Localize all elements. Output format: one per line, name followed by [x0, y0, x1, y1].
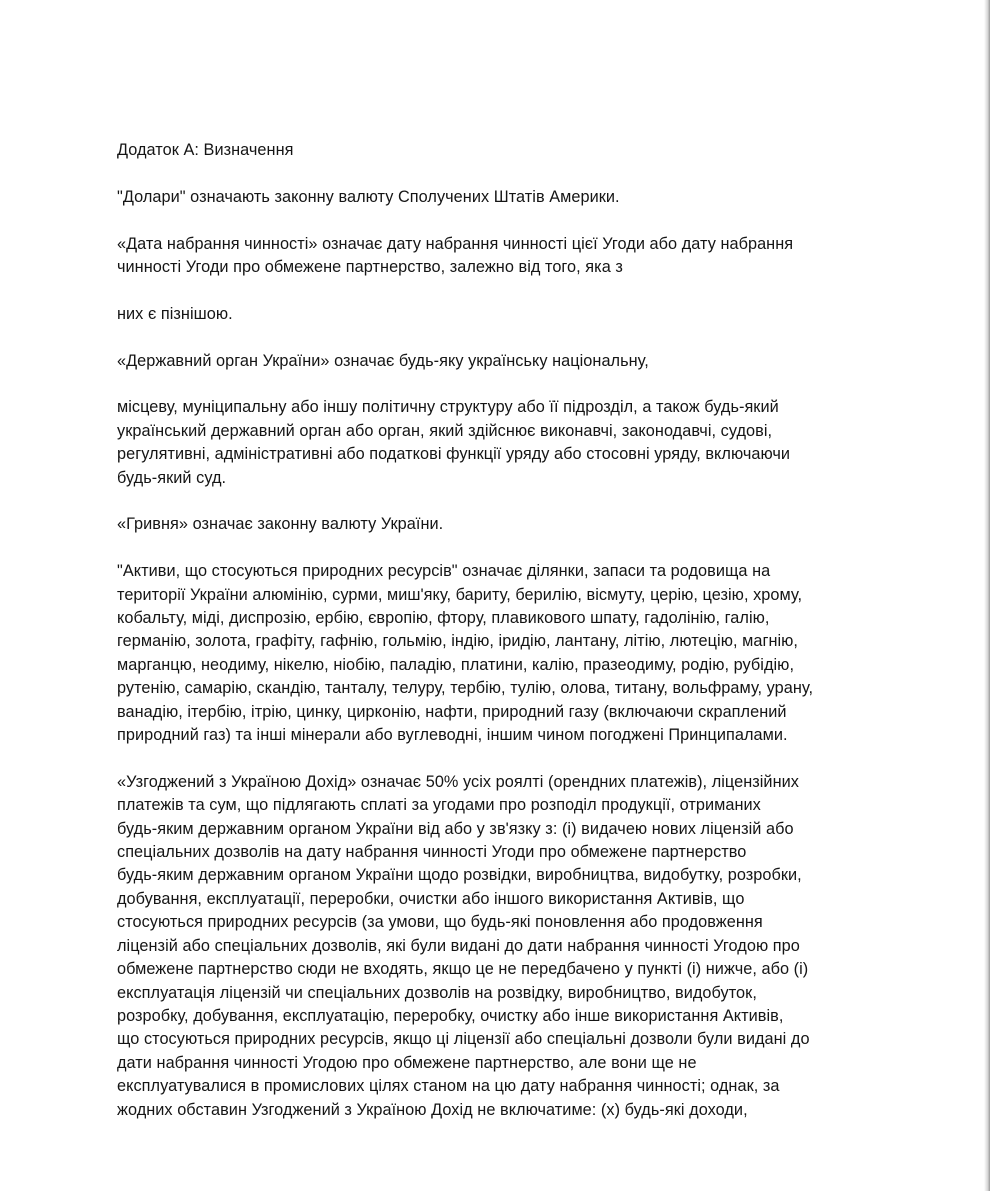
definition-hryvnia [117, 513, 877, 536]
text-line: дати набрання чинності Угодою про обмежене партнерство, але вони ще не [117, 1053, 697, 1072]
text-line: експлуатувалися в промислових цілях станом на цю дату набрання чинності; однак, за [117, 1077, 780, 1096]
text-line: місцеву, муніципальну або іншу політичну структуру або її підрозділ, а також будь-який [117, 398, 779, 417]
text-line: "Долари" означають законну валюту Сполучених Штатів Америки. [117, 187, 620, 206]
text-line: них є пізнішою. [117, 304, 233, 323]
text-line: добування, експлуатації, переробки, очистки або іншого використання Активів, що [117, 889, 745, 908]
page-edge-shadow [984, 0, 990, 1191]
text-line: Додаток А: Визначення [117, 141, 294, 159]
definition-effective-date-continued [117, 303, 877, 326]
text-line: український державний орган або орган, який здійснює виконавчі, законодавчі, судові, [117, 421, 773, 440]
text-line: марганцю, неодиму, нікелю, ніобію, паладію, платини, калію, празеодиму, родію, рубідію, [117, 655, 795, 674]
text-line: "Активи, що стосуються природних ресурсів" означає ділянки, запаси та родовища на [117, 562, 771, 581]
text-line: спеціальних дозволів на дату набрання чинності Угоди про обмежене партнерство [117, 843, 747, 862]
text-line: регулятивні, адміністративні або податкові функції уряду або стосовні уряду, включаючи [117, 445, 791, 464]
text-line: стосуються природних ресурсів (за умови, що будь-які поновлення або продовження [117, 913, 763, 932]
definition-effective-date [117, 233, 877, 280]
text-line: ванадію, ітербію, ітрію, цинку, цирконію, нафти, природний газу (включаючи скраплений [117, 702, 787, 721]
text-line: обмежене партнерство сюди не входять, якщо це не передбачено у пункті (і) нижче, або (і) [117, 960, 809, 979]
document-body [117, 139, 877, 1122]
text-line: кобальту, міді, диспрозію, ербію, європію, фтору, плавикового шпату, гадолінію, галію, [117, 609, 770, 628]
text-line: рутенію, самарію, скандію, танталу, телуру, тербію, тулію, олова, титану, вольфраму, урану, [117, 679, 814, 698]
text-line: будь-який суд. [117, 468, 227, 487]
text-line: ліцензій або спеціальних дозволів, які були видані до дати набрання чинності Угодою про [117, 936, 800, 955]
text-line: германію, золота, графіту, гафнію, гольмію, індію, іридію, лантану, літію, лютецію, магнію, [117, 632, 798, 651]
definition-natural-resource-assets [117, 560, 877, 747]
text-line: «Державний орган України» означає будь-яку українську національну, [117, 351, 649, 370]
text-line: експлуатація ліцензій чи спеціальних дозволів на розвідку, виробництво, видобуток, [117, 983, 757, 1002]
text-line: «Дата набрання чинності» означає дату набрання чинності цієї Угоди або дату набрання [117, 234, 794, 253]
appendix-heading [117, 139, 877, 162]
text-line: «Гривня» означає законну валюту України. [117, 515, 444, 534]
definition-government-body [117, 350, 877, 373]
text-line: платежів та сум, що підлягають сплаті за угодами про розподіл продукції, отриманих [117, 796, 761, 815]
text-line: «Узгоджений з Україною Дохід» означає 50% усіх роялті (орендних платежів), ліцензійних [117, 772, 799, 791]
definition-government-body-continued [117, 396, 877, 490]
text-line: жодних обставин Узгоджений з Україною Дохід не включатиме: (х) будь-які доходи, [117, 1100, 748, 1119]
text-line: будь-яким державним органом України щодо розвідки, виробництва, видобутку, розробки, [117, 866, 802, 885]
text-line: розробку, добування, експлуатацію, переробку, очистку або інше використання Активів, [117, 1006, 784, 1025]
text-line: що стосуються природних ресурсів, якщо ці ліцензії або спеціальні дозволи були видані до [117, 1030, 810, 1049]
definition-agreed-revenue [117, 771, 877, 1122]
text-line: природний газ) та інші мінерали або вуглеводні, іншим чином погоджені Принципалами. [117, 726, 788, 745]
text-line: чинності Угоди про обмежене партнерство, залежно від того, яка з [117, 258, 623, 276]
text-line: будь-яким державним органом України від або у зв'язку з: (і) видачею нових ліцензій або [117, 819, 794, 838]
text-line: території України алюмінію, сурми, миш'яку, бариту, берилію, вісмуту, церію, цезію, хрому, [117, 585, 803, 604]
definition-dollars [117, 186, 877, 209]
